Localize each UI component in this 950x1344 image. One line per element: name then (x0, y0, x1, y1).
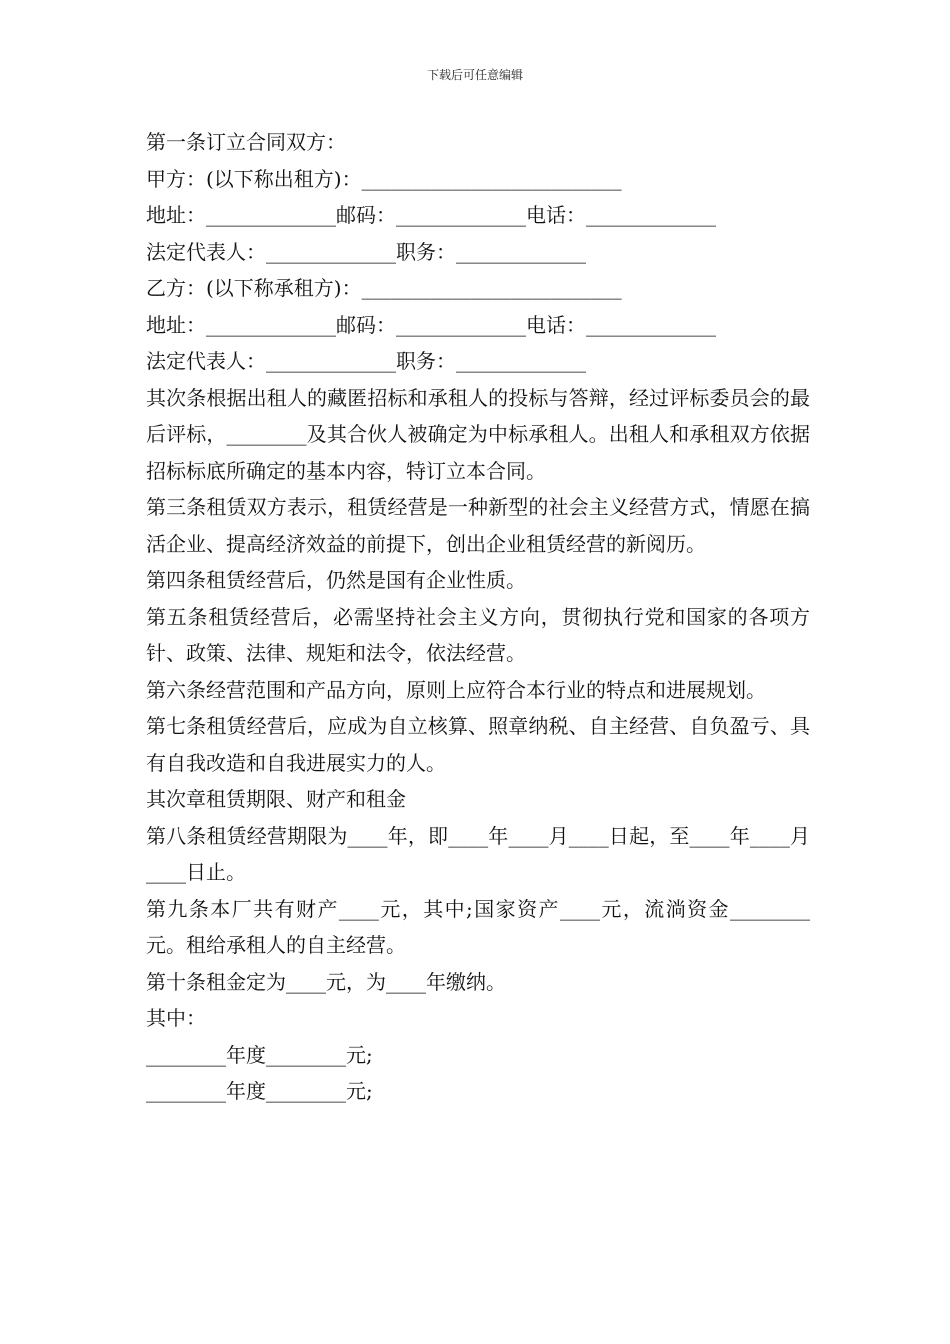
article-2: 其次条根据出租人的藏匿招标和承租人的投标与答辩，经过评标委员会的最后评标，________及其合伙人被确定为中标承租人。出租人和承租双方依据招标标底所确定的基本内容，特订立本合同。 (146, 385, 810, 483)
annual-rent-line-2: ________年度________元; (146, 1079, 373, 1103)
article-8: 第八条租赁经营期限为____年，即____年____月____日起，至____年____月____日止。 (146, 823, 810, 884)
among-them-label: 其中： (146, 1006, 206, 1030)
article-5: 第五条租赁经营后，必需坚持社会主义方向，贯彻执行党和国家的各项方针、政策、法律、规矩和法令，依法经营。 (146, 604, 810, 665)
document-body (146, 124, 810, 1110)
article-9: 第九条本厂共有财产____元，其中;国家资产____元，流淌资金________元。租给承租人的自主经营。 (146, 896, 810, 957)
annual-rent-line-1: ________年度________元; (146, 1042, 373, 1067)
article-6: 第六条经营范围和产品方向，原则上应符合本行业的特点和进展规划。 (146, 677, 766, 702)
article-3: 第三条租赁双方表示，租赁经营是一种新型的社会主义经营方式，情愿在搞活企业、提高经济效益的前提下，创出企业租赁经营的新阅历。 (146, 495, 810, 556)
party-b-line: 乙方：(以下称承租方)：__________________________ (146, 276, 622, 300)
article-1-heading: 第一条订立合同双方： (146, 130, 346, 154)
page-header: 下载后可任意编辑 (426, 68, 523, 82)
party-a-line: 甲方：(以下称出租方)：__________________________ (146, 166, 622, 191)
party-b-address-line: 地址：_____________邮码：_____________电话：_____________ (146, 312, 716, 337)
party-a-address-line: 地址：_____________邮码：_____________电话：_____________ (146, 203, 716, 227)
party-a-representative-line: 法定代表人：_____________职务：_____________ (146, 239, 586, 264)
chapter-2-heading: 其次章租赁期限、财产和租金 (146, 787, 406, 811)
article-4: 第四条租赁经营后，仍然是国有企业性质。 (146, 568, 526, 592)
article-7: 第七条租赁经营后，应成为自立核算、照章纳税、自主经营、自负盈亏、具有自我改造和自我进展实力的人。 (146, 714, 810, 775)
article-10: 第十条租金定为____元，为____年缴纳。 (146, 969, 506, 994)
party-b-representative-line: 法定代表人：_____________职务：_____________ (146, 349, 586, 373)
